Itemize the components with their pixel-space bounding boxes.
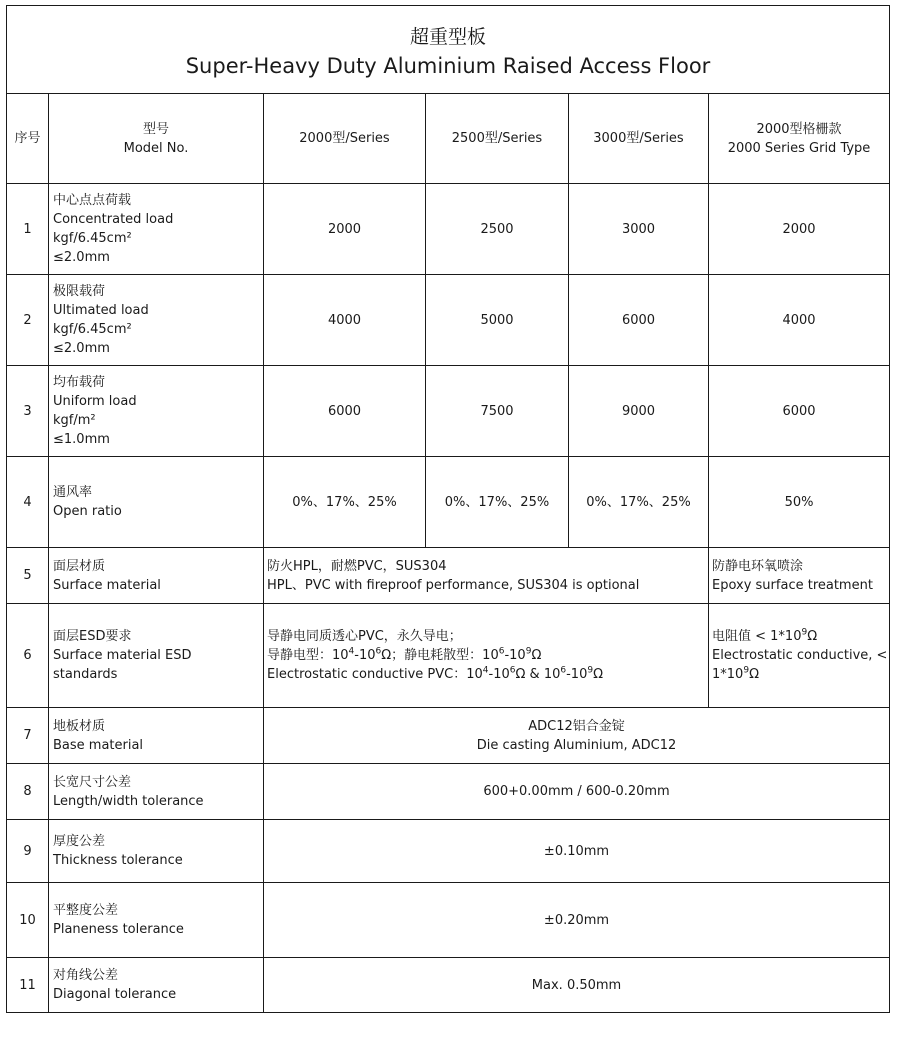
- title-cell: [7, 6, 890, 94]
- row-number: 3: [7, 366, 49, 457]
- row-label-limit: ≤1.0mm: [53, 432, 110, 447]
- row-uniform-load: [7, 366, 890, 457]
- row-surface-esd: [7, 604, 890, 708]
- header-col-grid: [709, 94, 890, 184]
- value-2500: 5000: [426, 275, 569, 366]
- row-label-limit: ≤2.0mm: [53, 341, 110, 356]
- header-col-2000: 2000型/Series: [264, 94, 426, 184]
- base-material-value: [264, 708, 890, 764]
- esd-text: 电阻值 < 1*10: [712, 629, 802, 644]
- esd-text: Ω: [807, 629, 818, 644]
- planeness-value: ±0.20mm: [264, 883, 890, 958]
- exponent: 9: [587, 665, 594, 676]
- header-grid-cn: 2000型格栅款: [756, 121, 842, 137]
- row-label-en: Ultimated load: [53, 303, 149, 318]
- row-label-en: Thickness tolerance: [53, 853, 183, 868]
- esd-line-1: 导静电同质透心PVC，永久导电；: [267, 629, 462, 644]
- row-surface-material: [7, 548, 890, 604]
- header-row: [7, 94, 890, 184]
- exponent: 9: [801, 627, 808, 638]
- esd-text: -10: [566, 667, 588, 682]
- row-open-ratio: [7, 457, 890, 548]
- header-col-3000: 3000型/Series: [569, 94, 709, 184]
- row-label-en: Length/width tolerance: [53, 793, 204, 809]
- row-base-material: [7, 708, 890, 764]
- row-label-cn: 平整度公差: [53, 903, 119, 918]
- value-grid: 50%: [709, 457, 890, 548]
- row-label-en: Diagonal tolerance: [53, 987, 177, 1002]
- exponent: 4: [482, 665, 489, 676]
- exponent: 6: [509, 665, 516, 676]
- title-en: Super-Heavy Duty Aluminium Raised Access Floor: [185, 53, 711, 78]
- value-2500: 7500: [426, 366, 569, 457]
- header-col-2500: 2500型/Series: [426, 94, 569, 184]
- surface-grid-en: Epoxy surface treatment: [712, 577, 873, 593]
- esd-grid-line-1: [712, 627, 889, 646]
- row-label: [49, 764, 264, 820]
- row-concentrated-load: [7, 184, 890, 275]
- exponent: 9: [525, 646, 532, 657]
- row-number: 6: [7, 604, 49, 708]
- row-label-cn: 长宽尺寸公差: [53, 774, 132, 790]
- value-2000: 6000: [264, 366, 426, 457]
- exponent: 6: [375, 646, 382, 657]
- esd-text: 1*10: [712, 667, 744, 682]
- row-label-unit: kgf/6.45cm²: [53, 322, 132, 337]
- row-number: 2: [7, 275, 49, 366]
- value-grid: 4000: [709, 275, 890, 366]
- row-label-en: Uniform load: [53, 394, 137, 409]
- row-label: [49, 275, 264, 366]
- surface-material-cn: 防火HPL，耐燃PVC，SUS304: [267, 558, 447, 574]
- row-label-en: Base material: [53, 737, 144, 753]
- title-row: [7, 6, 890, 94]
- surface-material-grid: [709, 548, 890, 604]
- thickness-value: ±0.10mm: [264, 820, 890, 883]
- row-label-cn: 对角线公差: [53, 968, 119, 983]
- esd-grid-value: [709, 604, 890, 708]
- value-grid: 6000: [709, 366, 890, 457]
- esd-grid-line-3: [712, 665, 889, 684]
- row-label-cn: 中心点点荷载: [53, 193, 132, 208]
- row-number: 5: [7, 548, 49, 604]
- row-label: [49, 548, 264, 604]
- value-grid: 2000: [709, 184, 890, 275]
- row-label-unit: kgf/6.45cm²: [53, 231, 132, 246]
- esd-value: [264, 604, 709, 708]
- surface-material-en: HPL、PVC with fireproof performance, SUS304 is optional: [267, 577, 640, 593]
- esd-line-2: [267, 646, 708, 665]
- esd-text: -10: [354, 648, 376, 663]
- value-2000: 2000: [264, 184, 426, 275]
- title-cn: 超重型板: [410, 25, 487, 48]
- row-label-cn: 面层材质: [53, 558, 106, 574]
- row-label-en: Planeness tolerance: [53, 922, 184, 937]
- exponent: 6: [560, 665, 567, 676]
- base-material-cn: ADC12铝合金锭: [528, 718, 625, 734]
- esd-text: Ω: [749, 667, 759, 682]
- row-label-en-2: standards: [53, 667, 118, 682]
- row-label-cn: 面层ESD要求: [53, 629, 132, 644]
- header-model-cn: 型号: [142, 121, 169, 137]
- row-label: [49, 820, 264, 883]
- header-no: 序号: [7, 94, 49, 184]
- row-number: 1: [7, 184, 49, 275]
- row-number: 10: [7, 883, 49, 958]
- row-label-en: Open ratio: [53, 504, 122, 519]
- value-3000: 9000: [569, 366, 709, 457]
- header-grid-en: 2000 Series Grid Type: [727, 140, 871, 156]
- surface-grid-cn: 防静电环氧喷涂: [712, 558, 804, 574]
- value-3000: 6000: [569, 275, 709, 366]
- row-label: [49, 883, 264, 958]
- row-length-width-tolerance: [7, 764, 890, 820]
- esd-text: Ω & 10: [515, 667, 561, 682]
- row-diagonal-tolerance: [7, 958, 890, 1013]
- row-label-en: Surface material: [53, 577, 161, 593]
- value-2000: 0%、17%、25%: [264, 457, 426, 548]
- value-3000: 0%、17%、25%: [569, 457, 709, 548]
- surface-material-value: [264, 548, 709, 604]
- row-number: 4: [7, 457, 49, 548]
- esd-text: Ω；静电耗散型：10: [381, 648, 499, 663]
- value-3000: 3000: [569, 184, 709, 275]
- header-model-en: Model No.: [123, 140, 189, 156]
- row-label-en: Surface material ESD: [53, 648, 192, 663]
- esd-text: -10: [504, 648, 526, 663]
- exponent: 6: [498, 646, 505, 657]
- row-label: [49, 958, 264, 1013]
- row-number: 8: [7, 764, 49, 820]
- row-label: [49, 604, 264, 708]
- header-model: [49, 94, 264, 184]
- row-number: 7: [7, 708, 49, 764]
- row-label-cn: 通风率: [53, 485, 93, 500]
- exponent: 4: [348, 646, 355, 657]
- row-label-en: Concentrated load: [53, 212, 174, 227]
- row-thickness-tolerance: [7, 820, 890, 883]
- diagonal-value: Max. 0.50mm: [264, 958, 890, 1013]
- row-label-unit: kgf/m²: [53, 413, 96, 428]
- esd-text: Ω: [531, 648, 542, 663]
- row-planeness-tolerance: [7, 883, 890, 958]
- row-label-cn: 地板材质: [53, 718, 106, 734]
- row-number: 9: [7, 820, 49, 883]
- esd-text: Ω: [593, 667, 604, 682]
- row-ultimated-load: [7, 275, 890, 366]
- row-label: [49, 366, 264, 457]
- esd-text: Electrostatic conductive PVC：10: [267, 667, 483, 682]
- row-label: [49, 184, 264, 275]
- value-2000: 4000: [264, 275, 426, 366]
- value-2500: 0%、17%、25%: [426, 457, 569, 548]
- row-label-cn: 厚度公差: [53, 834, 106, 849]
- esd-line-3: [267, 665, 708, 684]
- row-label-cn: 极限载荷: [53, 284, 106, 299]
- row-label-cn: 均布载荷: [53, 375, 106, 390]
- row-label: [49, 457, 264, 548]
- value-2500: 2500: [426, 184, 569, 275]
- spec-table: [6, 5, 890, 1013]
- exponent: 9: [743, 665, 750, 676]
- esd-text: -10: [488, 667, 510, 682]
- esd-text: 导静电型：10: [267, 648, 349, 663]
- esd-grid-line-2: Electrostatic conductive, <: [712, 648, 888, 663]
- row-label-limit: ≤2.0mm: [53, 250, 110, 265]
- row-number: 11: [7, 958, 49, 1013]
- length-width-value: 600+0.00mm / 600-0.20mm: [264, 764, 890, 820]
- row-label: [49, 708, 264, 764]
- base-material-en: Die casting Aluminium, ADC12: [476, 737, 677, 753]
